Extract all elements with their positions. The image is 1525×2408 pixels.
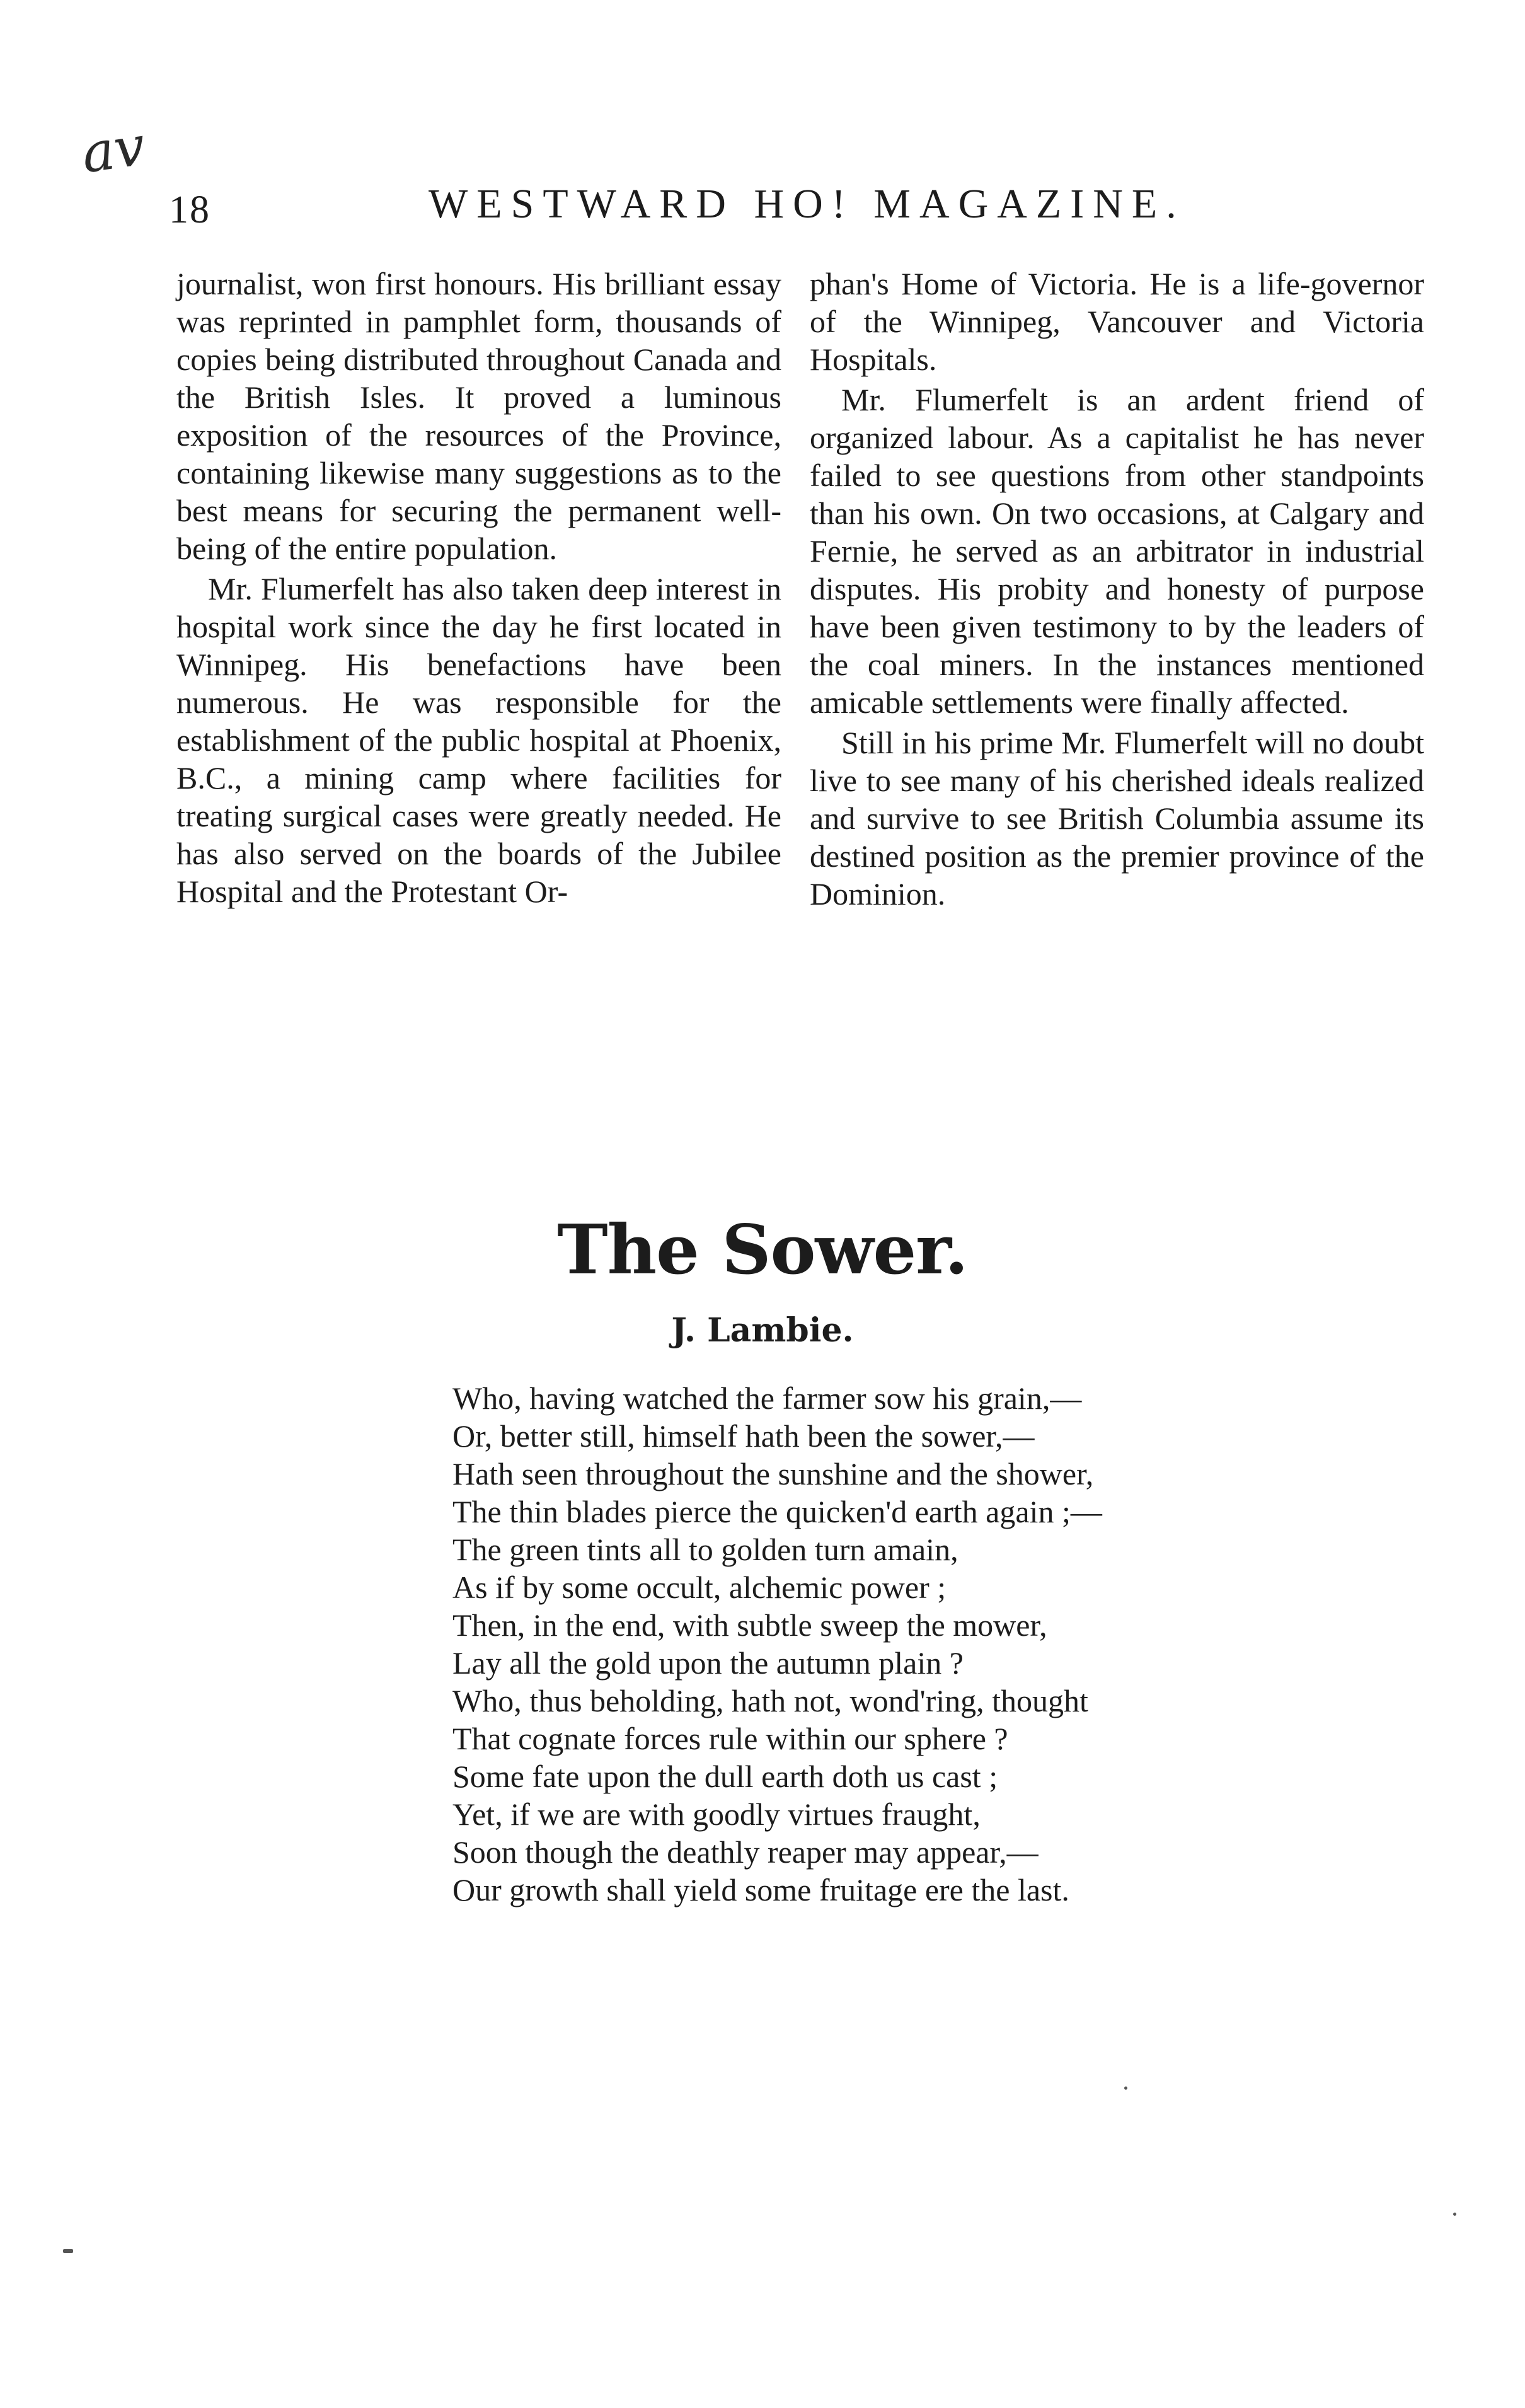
page-number: 18 bbox=[169, 188, 210, 231]
article-left-column bbox=[176, 265, 781, 913]
poem-line: The green tints all to golden turn amain, bbox=[452, 1532, 958, 1567]
poem-line: The thin blades pierce the quicken'd earth again ;— bbox=[452, 1494, 1102, 1529]
article-paragraph: Still in his prime Mr. Flumerfelt will no doubt live to see many of his cherished ideals realized and survive to see British Columbia assume its destined position as the premier province of the Dominion. bbox=[810, 725, 1424, 912]
running-head: WESTWARD HO! MAGAZINE. bbox=[429, 181, 1185, 227]
poem-line: Our growth shall yield some fruitage ere the last. bbox=[452, 1872, 1069, 1907]
poem-line: Yet, if we are with goodly virtues fraught, bbox=[452, 1797, 981, 1832]
article-paragraph: Mr. Flumerfelt is an ardent friend of organized labour. As a capitalist he has never failed to see questions from other standpoints than his own. On two occasions, at Calgary and Fernie, he served as an arbitrator in industrial disputes. His probity and honesty of purpose have been given testimony to by the leaders of the coal miners. In the instances mentioned amicable settlements were finally affected. bbox=[810, 382, 1424, 720]
poem-line: Who, having watched the farmer sow his grain,— bbox=[452, 1381, 1082, 1416]
poem-line: Or, better still, himself hath been the sower,— bbox=[452, 1418, 1035, 1454]
scan-speck bbox=[63, 2249, 73, 2253]
poem-line: Then, in the end, with subtle sweep the mower, bbox=[452, 1607, 1047, 1643]
poem-line: Who, thus beholding, hath not, wond'ring, thought bbox=[452, 1683, 1088, 1718]
poem-line: As if by some occult, alchemic power ; bbox=[452, 1570, 947, 1605]
poem-line: Some fate upon the dull earth doth us cast ; bbox=[452, 1759, 998, 1794]
poem-line: That cognate forces rule within our sphere ? bbox=[452, 1721, 1008, 1756]
scan-speck bbox=[1453, 2213, 1456, 2216]
poem-line: Lay all the gold upon the autumn plain ? bbox=[452, 1645, 964, 1681]
article-paragraph: phan's Home of Victoria. He is a life-governor of the Winnipeg, Vancouver and Victoria Hospitals. bbox=[810, 266, 1424, 377]
poem-title: The Sower. bbox=[557, 1210, 968, 1290]
poem-body bbox=[452, 1379, 1272, 1909]
scan-speck bbox=[1124, 2087, 1127, 2090]
poem-line: Hath seen throughout the sunshine and the shower, bbox=[452, 1456, 1094, 1491]
poem-line: Soon though the deathly reaper may appear,— bbox=[452, 1834, 1039, 1870]
article-right-column bbox=[810, 265, 1424, 915]
poem-author: J. Lambie. bbox=[671, 1311, 854, 1350]
article-paragraph: Mr. Flumerfelt has also taken deep interest in hospital work since the day he first located in Winnipeg. His benefactions have been numerous. He was responsible for the establishment of the public hospital at Phoenix, B.C., a mining camp where facilities for treating surgical cases were greatly needed. He has also served on the boards of the Jubilee Hospital and the Protestant Or- bbox=[176, 571, 781, 909]
article-paragraph: journalist, won first honours. His brilliant essay was reprinted in pamphlet form, thousands of copies being distributed throughout Canada and the British Isles. It proved a luminous exposition of the resources of the Province, containing likewise many suggestions as to the best means for securing the permanent well-being of the entire population. bbox=[176, 266, 781, 566]
handwritten-annotation: av bbox=[78, 114, 149, 186]
